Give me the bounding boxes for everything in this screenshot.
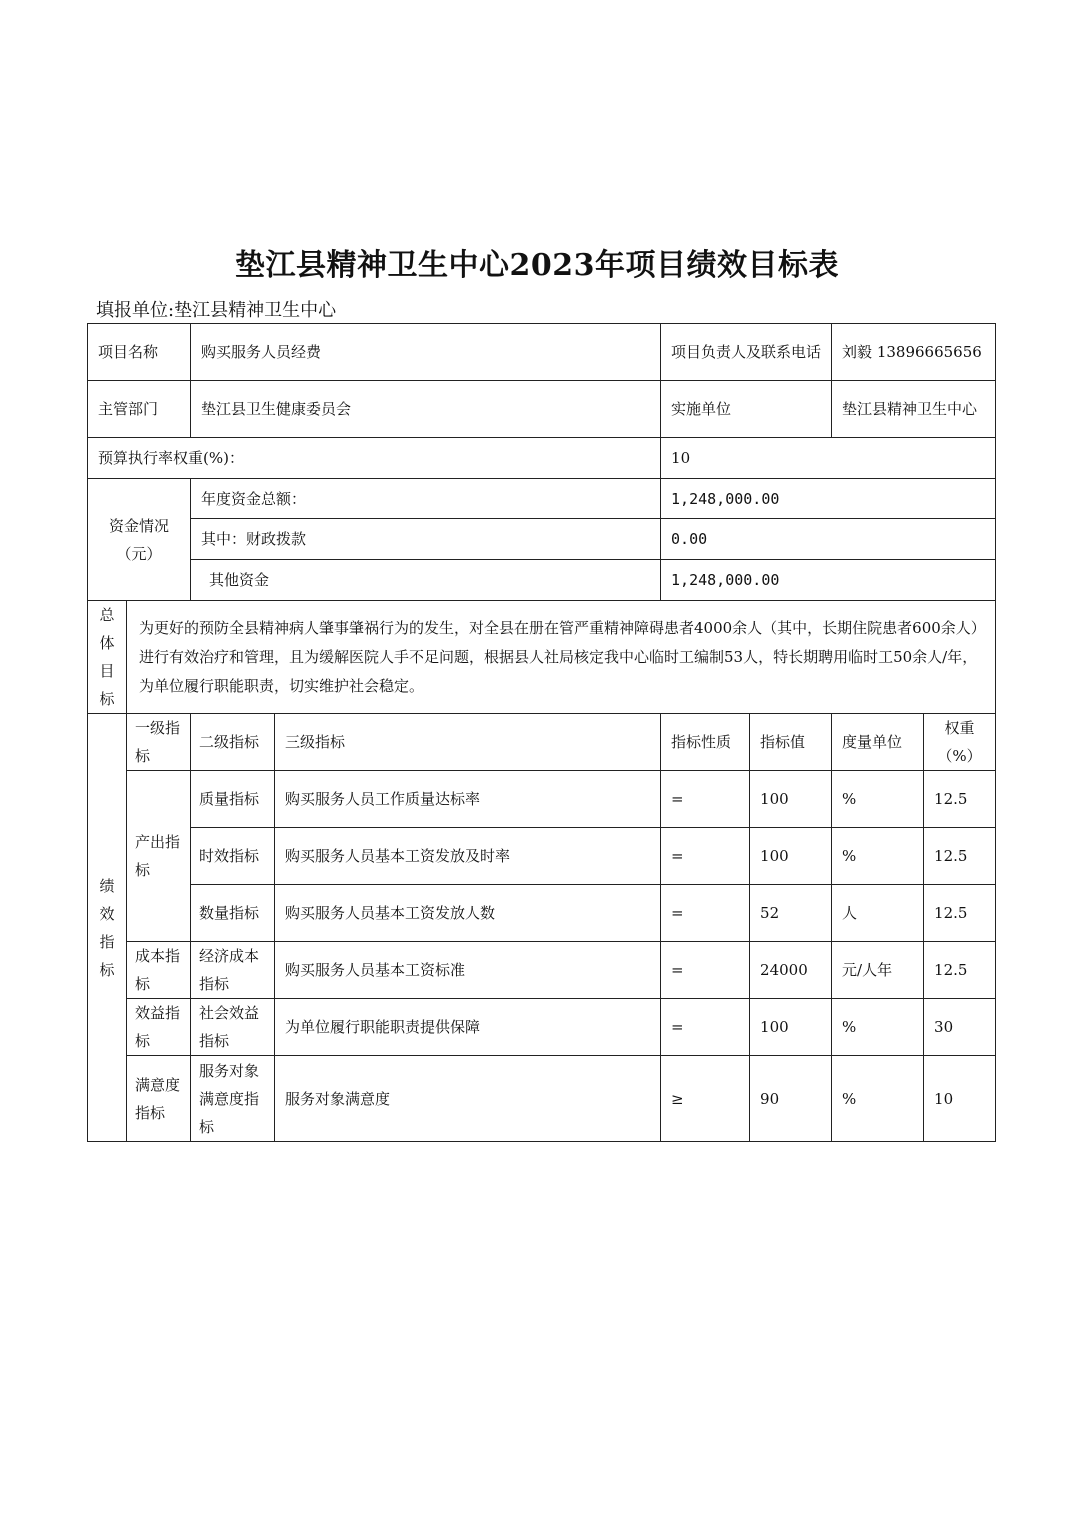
level3-cell: 购买服务人员基本工资标准: [275, 942, 661, 999]
level1-cell: 效益指标: [127, 999, 191, 1056]
perf-label-text: 绩效指标: [99, 876, 115, 979]
header-weight: 权重（%）: [924, 714, 996, 771]
contact-label: 项目负责人及联系电话: [661, 324, 832, 381]
unit-cell: %: [832, 999, 924, 1056]
level3-cell: 为单位履行职能职责提供保障: [275, 999, 661, 1056]
info-row-dept: [88, 381, 996, 438]
nature-cell: ≥: [661, 1056, 750, 1142]
goal-label: [88, 601, 127, 714]
info-row-project: [88, 324, 996, 381]
weight-cell: 12.5: [924, 771, 996, 828]
contact-value: 刘毅 13896665656: [832, 324, 996, 381]
funds-row: [88, 479, 996, 519]
table-row: [88, 771, 996, 828]
header-unit: 度量单位: [832, 714, 924, 771]
level3-cell: 购买服务人员工作质量达标率: [275, 771, 661, 828]
goal-row: [88, 601, 996, 714]
unit-cell: %: [832, 771, 924, 828]
performance-table: [87, 323, 996, 1142]
nature-cell: =: [661, 828, 750, 885]
value-cell: 100: [750, 828, 832, 885]
table-row: [88, 999, 996, 1056]
project-name-value: 购买服务人员经费: [191, 324, 661, 381]
weight-cell: 12.5: [924, 942, 996, 999]
level2-cell: 时效指标: [191, 828, 275, 885]
nature-cell: =: [661, 942, 750, 999]
value-cell: 100: [750, 999, 832, 1056]
page-title: 垫江县精神卫生中心2023年项目绩效目标表: [235, 248, 839, 283]
level2-cell: 经济成本指标: [191, 942, 275, 999]
funds-row-value: 0.00: [661, 519, 996, 560]
level1-cell: 成本指标: [127, 942, 191, 999]
dept-label: 主管部门: [88, 381, 191, 438]
funds-row: [88, 560, 996, 601]
dept-value: 垫江县卫生健康委员会: [191, 381, 661, 438]
nature-cell: =: [661, 999, 750, 1056]
funds-row-value: 1,248,000.00: [661, 560, 996, 601]
funds-row-label: 其他资金: [191, 560, 661, 601]
level2-cell: 服务对象满意度指标: [191, 1056, 275, 1142]
header-level3: 三级指标: [275, 714, 661, 771]
impl-label: 实施单位: [661, 381, 832, 438]
perf-label: [88, 714, 127, 1142]
budget-weight-label: 预算执行率权重(%)：: [88, 438, 661, 479]
level2-cell: 社会效益指标: [191, 999, 275, 1056]
table-row: [88, 1056, 996, 1142]
table-row: [88, 942, 996, 999]
value-cell: 90: [750, 1056, 832, 1142]
value-cell: 100: [750, 771, 832, 828]
goal-text: 为更好的预防全县精神病人肇事肇祸行为的发生，对全县在册在管严重精神障碍患者4000余人（其中，长期住院患者600余人）进行有效治疗和管理，且为缓解医院人手不足问题，根据县人社局核定我中心临时工编制53人，特长期聘用临时工50余人/年，为单位履行职能职责，切实维护社会稳定。: [127, 601, 996, 714]
nature-cell: =: [661, 885, 750, 942]
weight-cell: 10: [924, 1056, 996, 1142]
value-cell: 52: [750, 885, 832, 942]
funds-row-label: 其中：财政拨款: [191, 519, 661, 560]
unit-cell: %: [832, 1056, 924, 1142]
reporting-unit: 填报单位:垫江县精神卫生中心: [96, 300, 337, 321]
level1-cell: 满意度指标: [127, 1056, 191, 1142]
funds-label: 资金情况（元）: [88, 479, 191, 601]
value-cell: 24000: [750, 942, 832, 999]
unit-cell: 人: [832, 885, 924, 942]
level3-cell: 服务对象满意度: [275, 1056, 661, 1142]
header-level2: 二级指标: [191, 714, 275, 771]
info-row-budget-weight: [88, 438, 996, 479]
level3-cell: 购买服务人员基本工资发放人数: [275, 885, 661, 942]
weight-cell: 30: [924, 999, 996, 1056]
header-nature: 指标性质: [661, 714, 750, 771]
weight-cell: 12.5: [924, 885, 996, 942]
funds-row: [88, 519, 996, 560]
funds-row-label: 年度资金总额：: [191, 479, 661, 519]
level2-cell: 数量指标: [191, 885, 275, 942]
header-level1: 一级指标: [127, 714, 191, 771]
weight-cell: 12.5: [924, 828, 996, 885]
table-row: [88, 828, 996, 885]
level3-cell: 购买服务人员基本工资发放及时率: [275, 828, 661, 885]
perf-header-row: [88, 714, 996, 771]
unit-cell: 元/人年: [832, 942, 924, 999]
level1-cell: 产出指标: [127, 771, 191, 942]
unit-cell: %: [832, 828, 924, 885]
funds-row-value: 1,248,000.00: [661, 479, 996, 519]
goal-label-text: 总体目标: [99, 606, 115, 708]
level2-cell: 质量指标: [191, 771, 275, 828]
nature-cell: =: [661, 771, 750, 828]
budget-weight-value: 10: [661, 438, 996, 479]
table-row: [88, 885, 996, 942]
impl-value: 垫江县精神卫生中心: [832, 381, 996, 438]
header-value: 指标值: [750, 714, 832, 771]
project-name-label: 项目名称: [88, 324, 191, 381]
